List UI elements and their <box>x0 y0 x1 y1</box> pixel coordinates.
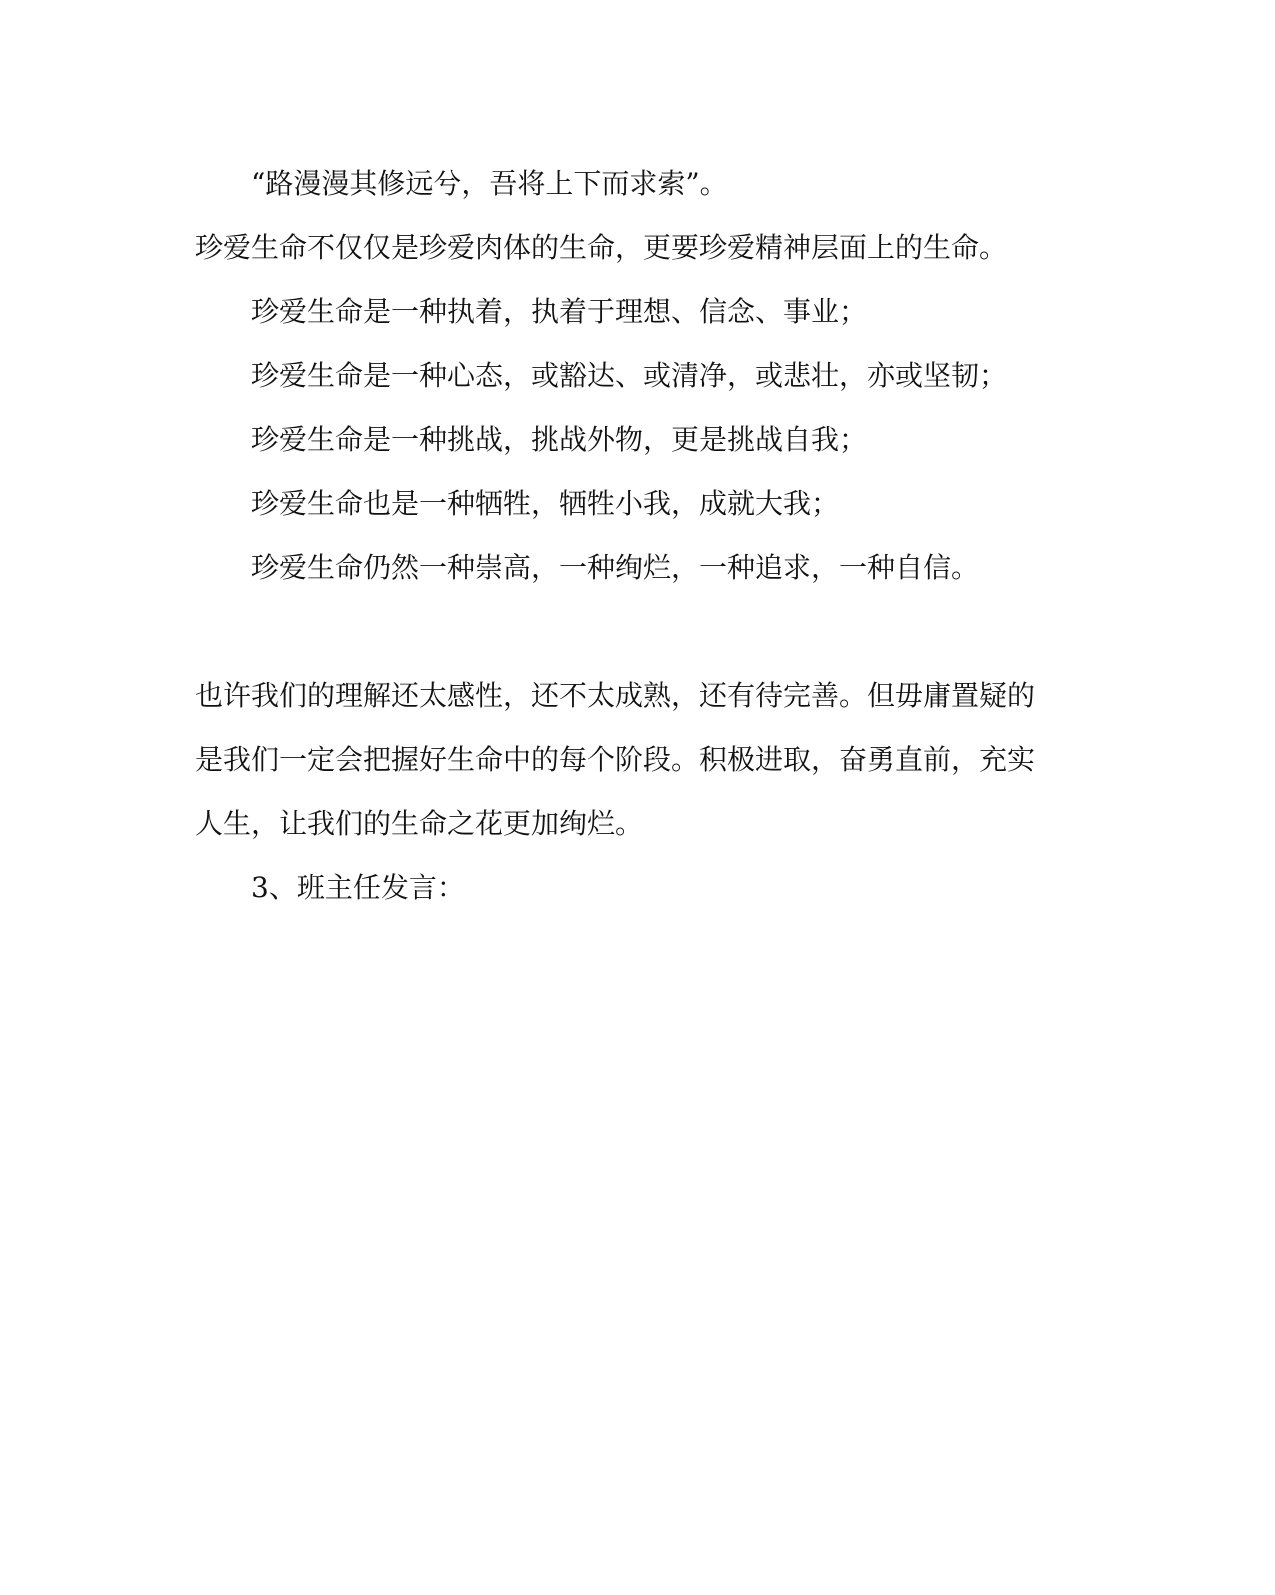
list-line: 珍爱生命是一种执着，执着于理想、信念、事业； <box>251 295 868 328</box>
list-line: 珍爱生命仍然一种崇高，一种绚烂，一种追求，一种自信。 <box>251 551 980 584</box>
section-heading: 3、班主任发言： <box>251 871 465 904</box>
paragraph-line: 是我们一定会把握好生命中的每个阶段。积极进取，奋勇直前，充实 <box>195 743 1036 776</box>
list-line: 珍爱生命是一种心态，或豁达、或清净，或悲壮，亦或坚韧； <box>251 359 1008 392</box>
paragraph-line: 也许我们的理解还太感性，还不太成熟，还有待完善。但毋庸置疑的 <box>195 679 1036 712</box>
list-line: 珍爱生命也是一种牺牲，牺牲小我，成就大我； <box>251 487 840 520</box>
paragraph-line: 人生，让我们的生命之花更加绚烂。 <box>195 807 644 840</box>
list-line: 珍爱生命是一种挑战，挑战外物，更是挑战自我； <box>251 423 868 456</box>
paragraph-line: 珍爱生命不仅仅是珍爱肉体的生命，更要珍爱精神层面上的生命。 <box>195 231 1008 264</box>
quote-line: “路漫漫其修远兮，吾将上下而求索”。 <box>251 167 728 200</box>
